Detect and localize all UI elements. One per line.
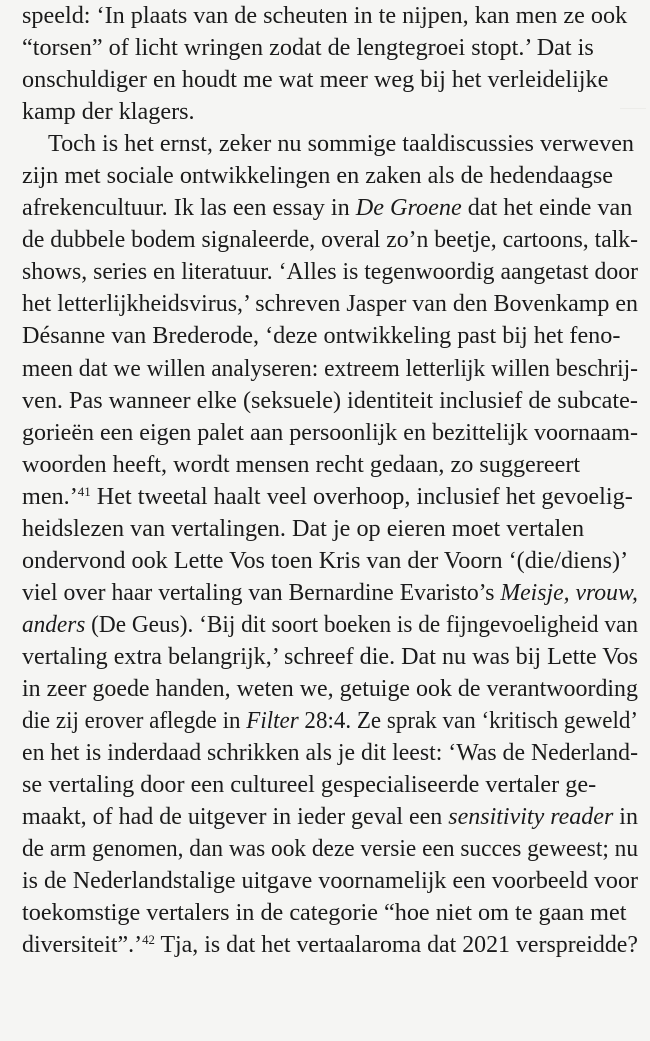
text-segment: speeld: ‘In plaats van de scheuten in te nijpen, kan men ze ook (22, 2, 628, 29)
text-segment: afrekencultuur. Ik las een essay in (22, 194, 356, 222)
text-segment: dat het einde van (461, 194, 633, 222)
text-line (22, 545, 638, 577)
text-line (22, 737, 639, 769)
text-line (22, 609, 638, 641)
text-segment: men.’ (22, 482, 78, 510)
text-segment: is de Nederlandstalige uitgave voornamelijk een voorbeeld voor (22, 867, 638, 895)
text-segment: in zeer goede handen, weten we, getuige ook de verantwoording (22, 674, 638, 702)
text-segment: kamp der klagers. (22, 98, 195, 126)
text-line (22, 897, 638, 929)
text-line (22, 929, 639, 961)
text-segment: en het is inderdaad schrikken als je dit leest: ‘Was de Nederland- (22, 739, 639, 767)
text-line (22, 481, 638, 513)
text-segment: meen dat we willen analyseren: extreem letterlijk willen beschrij- (22, 354, 639, 382)
text-line (22, 128, 638, 160)
text-line (22, 673, 638, 705)
italic-title: De Groene (355, 194, 462, 222)
text-line (22, 417, 638, 449)
text-segment: toekomstige vertalers in de categorie “hoe niet om te gaan met (22, 899, 627, 927)
text-line (22, 192, 638, 224)
text-segment: heidslezen van vertalingen. Dat je op eieren moet vertalen (22, 514, 585, 542)
text-segment: (De Geus). ‘Bij dit soort boeken is de fijngevoeligheid van (85, 610, 638, 638)
text-segment: woorden heeft, wordt mensen recht gedaan, zo suggereert (22, 450, 581, 478)
text-segment: onschuldiger en houdt me wat meer weg bij het verleidelijke (22, 66, 609, 94)
text-line (22, 769, 638, 801)
text-line (22, 833, 639, 865)
italic-title: Filter (246, 707, 299, 735)
text-line (22, 96, 638, 128)
body-text (22, 0, 638, 961)
text-segment: die zij erover aflegde in (22, 707, 247, 735)
text-segment: maakt, of had de uitgever in ieder geval een (22, 803, 449, 831)
text-segment: diversiteit”.’ (22, 931, 143, 959)
footnote-marker: 42 (142, 932, 155, 948)
text-line (22, 32, 638, 64)
text-segment: gorieën een eigen palet aan persoonlijk en bezittelijk voornaam- (22, 418, 638, 446)
text-line (22, 353, 639, 385)
text-segment: de dubbele bodem signaleerde, overal zo’n beetje, cartoons, talk- (22, 226, 639, 254)
text-line (22, 385, 638, 417)
text-segment: shows, series en literatuur. ‘Alles is tegenwoordig aangetast door (22, 258, 638, 286)
text-segment: zijn met sociale ontwikkelingen en zaken als de hedendaagse (22, 162, 614, 190)
text-segment: se vertaling door een cultureel gespecialiseerde vertaler ge- (22, 771, 597, 799)
text-line (22, 224, 639, 256)
text-segment: Tja, is dat het vertaalaroma dat 2021 verspreidde? (154, 931, 639, 959)
text-line (22, 0, 638, 32)
text-line (22, 577, 638, 609)
text-line (22, 705, 639, 737)
text-segment: ondervond ook Lette Vos toen Kris van der Voorn ‘(die/diens)’ (22, 546, 629, 574)
text-segment: vertaling extra belangrijk,’ schreef die. Dat nu was bij Lette Vos (22, 642, 639, 670)
text-line (22, 513, 638, 545)
text-line (22, 449, 638, 481)
text-segment: Toch is het ernst, zeker nu sommige taaldiscussies verweven (48, 130, 635, 158)
text-line (22, 865, 638, 897)
italic-title: Meisje, vrouw, (500, 578, 638, 606)
text-line (22, 160, 638, 192)
italic-title: anders (22, 610, 86, 638)
italic-title: sensitivity reader (448, 803, 614, 831)
text-segment: 28:4. Ze sprak van ‘kritisch geweld’ (298, 707, 639, 735)
text-line (22, 288, 638, 320)
text-line (22, 64, 638, 96)
text-line (22, 256, 638, 288)
text-segment: de arm genomen, dan was ook deze versie een succes geweest; nu (22, 835, 639, 863)
footnote-marker: 41 (77, 483, 91, 499)
text-segment: Het tweetal haalt veel overhoop, inclusief het gevoelig- (90, 482, 633, 510)
text-segment: “torsen” of licht wringen zodat de lengtegroei stopt.’ Dat is (22, 34, 594, 62)
text-line (22, 641, 639, 673)
text-line (22, 320, 638, 352)
text-segment: ven. Pas wanneer elke (seksuele) identiteit inclusief de subcate- (22, 386, 638, 414)
text-line (22, 801, 638, 833)
text-segment: in (613, 803, 638, 831)
text-segment: het letterlijkheidsvirus,’ schreven Jasper van den Bovenkamp en (22, 290, 638, 318)
scan-edge-mark (620, 96, 646, 109)
text-segment: viel over haar vertaling van Bernardine Evaristo’s (22, 578, 501, 606)
text-segment: Désanne van Brederode, ‘deze ontwikkeling past bij het feno- (22, 322, 621, 350)
